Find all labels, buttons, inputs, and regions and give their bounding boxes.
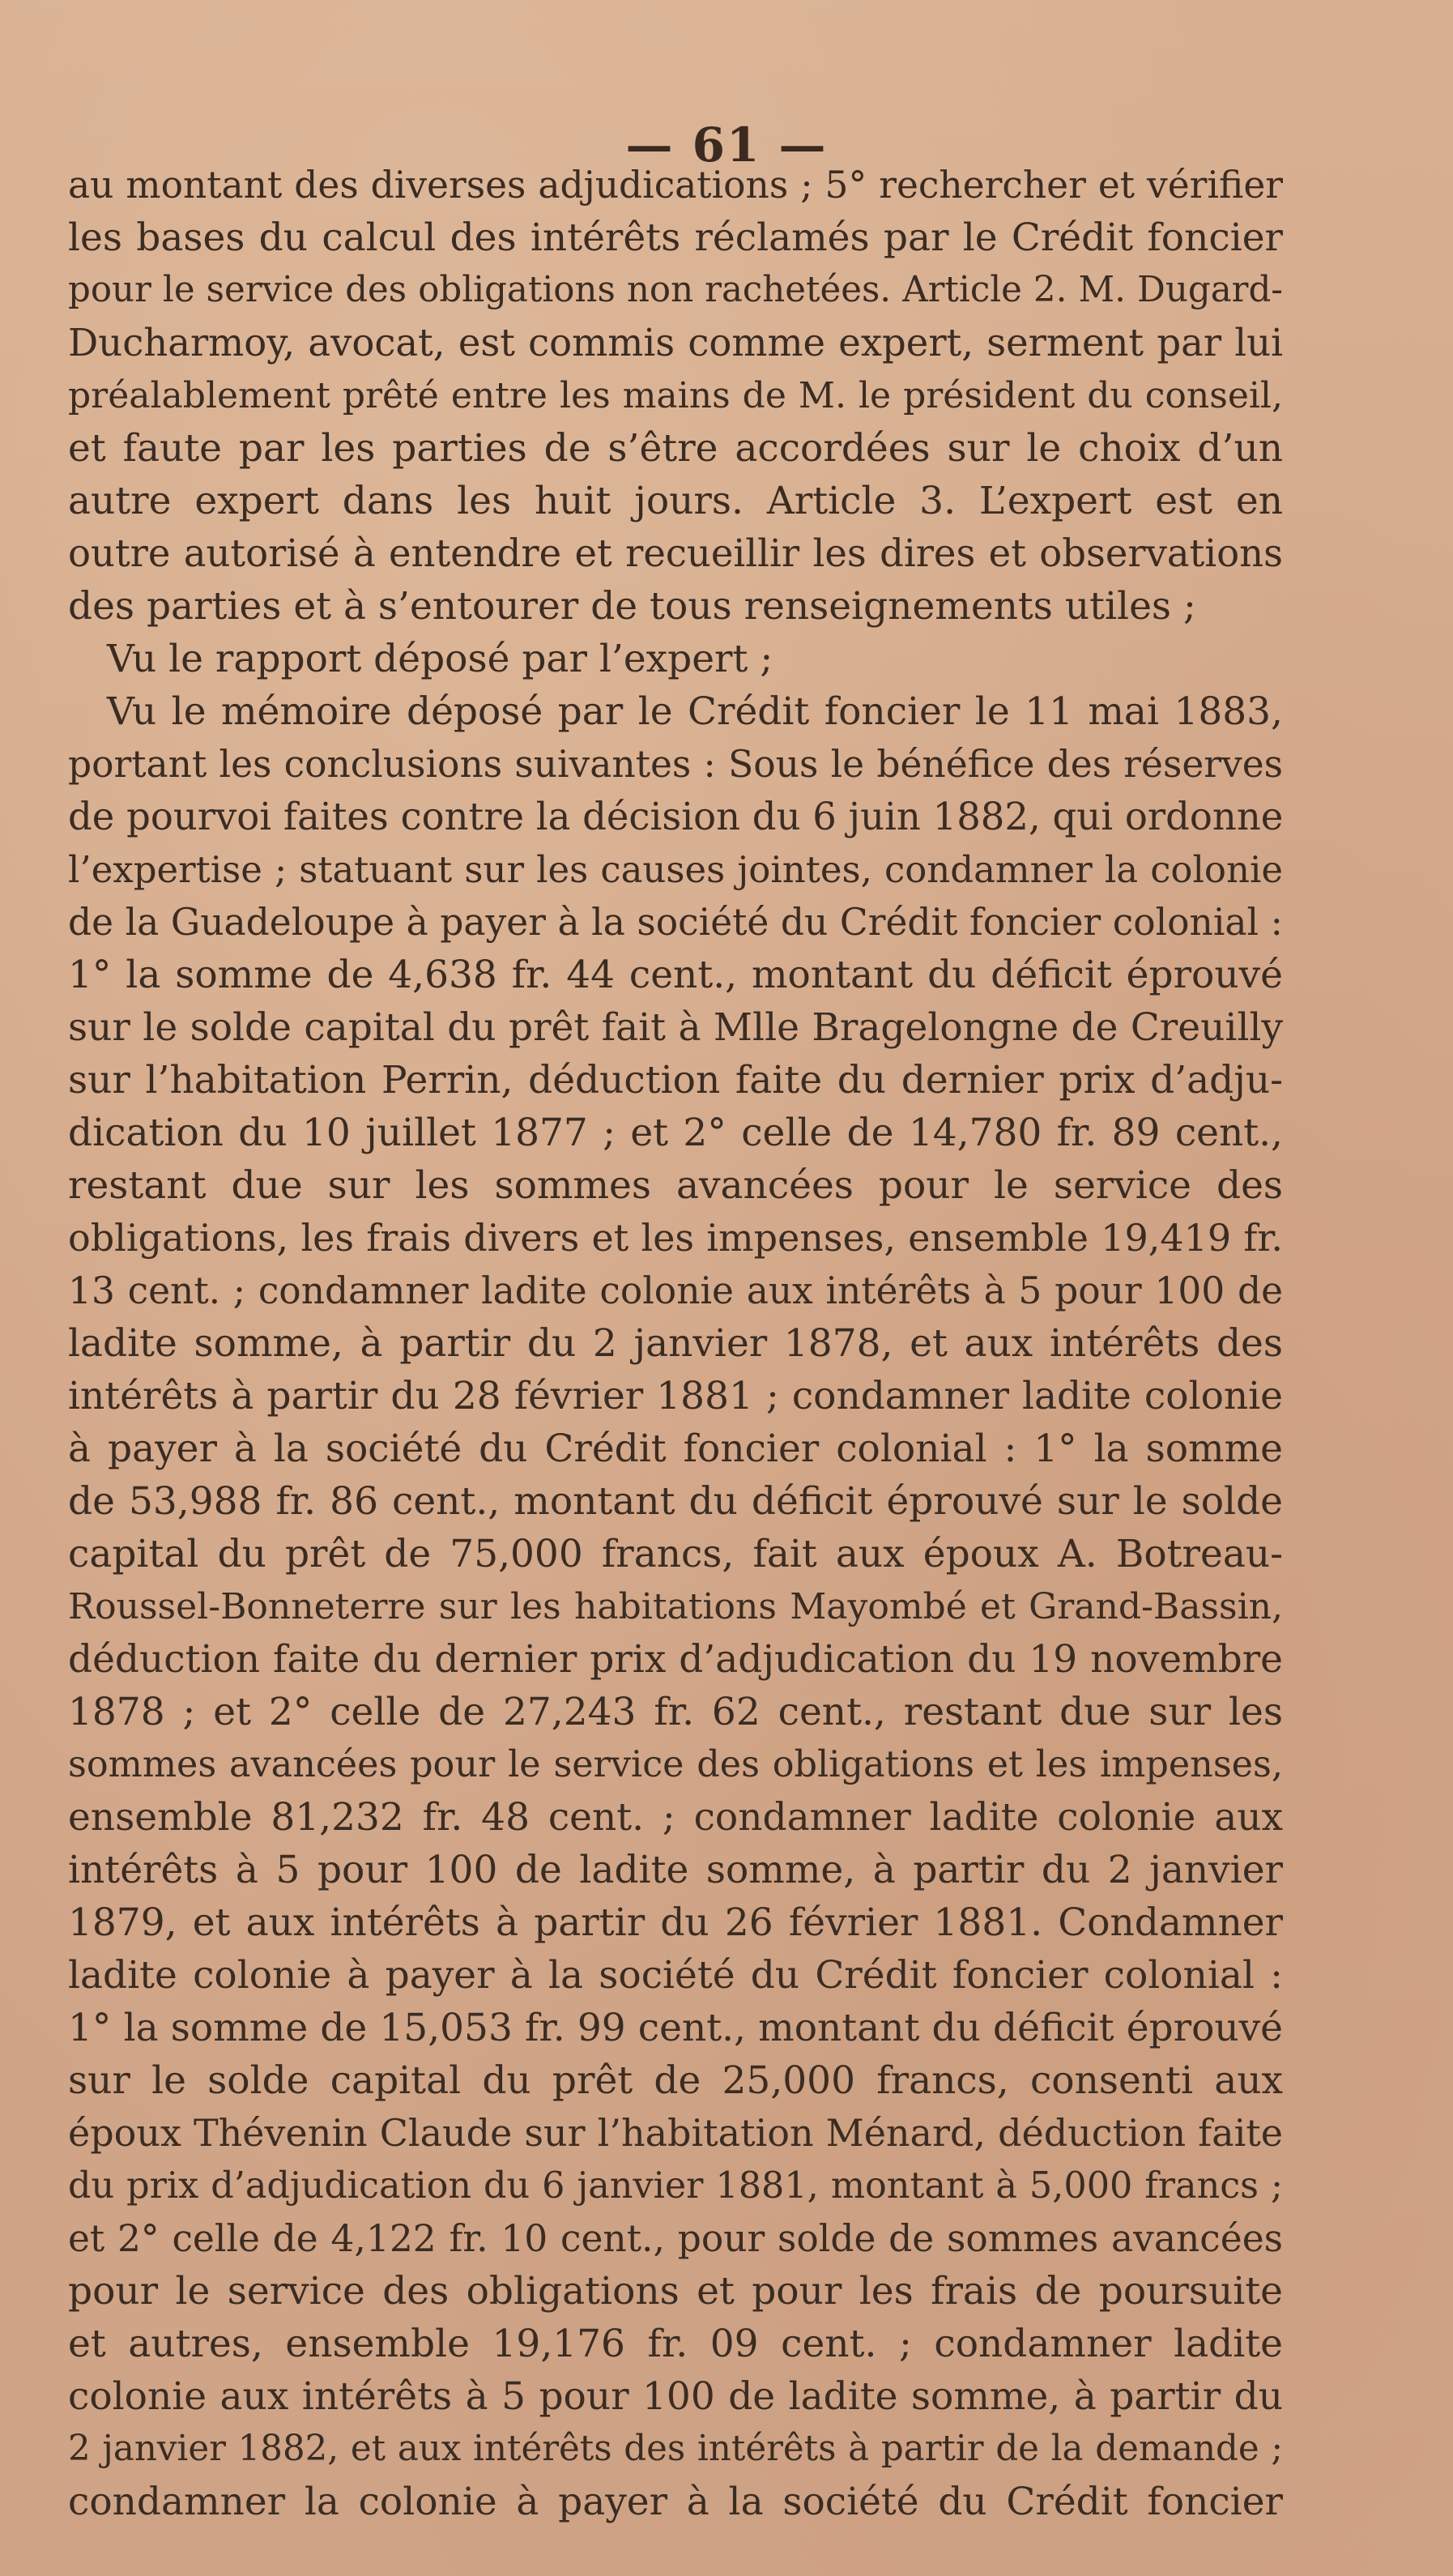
text-line: les bases du calcul des intérêts réclamés par le Crédit foncier (68, 215, 1283, 260)
text-line: de pourvoi faites contre la décision du 6 juin 1882, qui ordonne (68, 795, 1284, 838)
text-line: ensemble 81,232 fr. 48 cent. ; condamner ladite colonie aux (68, 1795, 1283, 1840)
text-line: à payer à la société du Crédit foncier colonial : 1° la somme (68, 1427, 1283, 1471)
text-line: de 53,988 fr. 86 cent., montant du déficit éprouvé sur le solde (68, 1479, 1283, 1524)
page-number: — 61 — (625, 117, 828, 173)
text-line: 1° la somme de 15,053 fr. 99 cent., montant du déficit éprouvé (68, 2006, 1283, 2050)
text-line: des parties et à s’entourer de tous renseignements utiles ; (68, 584, 1196, 629)
text-line: de la Guadeloupe à payer à la société du Crédit foncier colonial : (68, 901, 1283, 944)
text-line: Ducharmoy, avocat, est commis comme expert, serment par lui (68, 321, 1283, 365)
text-line: condamner la colonie à payer à la société du Crédit foncier (68, 2480, 1283, 2524)
text-line: autre expert dans les huit jours. Article 3. L’expert est en (68, 479, 1283, 523)
text-line: pour le service des obligations non rachetées. Article 2. M. Dugard- (68, 270, 1283, 310)
text-line: 1878 ; et 2° celle de 27,243 fr. 62 cent., restant due sur les (68, 1690, 1283, 1734)
text-line: outre autorisé à entendre et recueillir les dires et observations (68, 531, 1283, 575)
text-line: sommes avancées pour le service des obligations et les impenses, (68, 1744, 1283, 1785)
text-line: intérêts à partir du 28 février 1881 ; condamner ladite colonie (68, 1374, 1283, 1418)
text-line: Roussel-Bonneterre sur les habitations Mayombé et Grand-Bassin, (68, 1586, 1283, 1627)
text-line: 1° la somme de 4,638 fr. 44 cent., montant du déficit éprouvé (68, 953, 1283, 997)
text-line: portant les conclusions suivantes : Sous le bénéfice des réserves (68, 743, 1283, 786)
text-line: restant due sur les sommes avancées pour le service des (68, 1163, 1283, 1208)
text-line: ladite somme, à partir du 2 janvier 1878, et aux intérêts des (68, 1321, 1283, 1366)
text-line: colonie aux intérêts à 5 pour 100 de ladite somme, à partir du (68, 2374, 1283, 2419)
text-line: déduction faite du dernier prix d’adjudication du 19 novembre (68, 1637, 1283, 1682)
text-line: sur le solde capital du prêt de 25,000 francs, consenti aux (68, 2058, 1283, 2103)
text-line: intérêts à 5 pour 100 de ladite somme, à partir du 2 janvier (68, 1848, 1283, 1892)
text-line: capital du prêt de 75,000 francs, fait aux époux A. Botreau- (68, 1532, 1283, 1576)
text-line: du prix d’adjudication du 6 janvier 1881, montant à 5,000 francs ; (68, 2165, 1283, 2207)
text-line: 2 janvier 1882, et aux intérêts des intérêts à partir de la demande ; (68, 2429, 1283, 2469)
text-line: et faute par les parties de s’être accordées sur le choix d’un (68, 426, 1283, 471)
text-line: sur le solde capital du prêt fait à Mlle Bragelongne de Creuilly (68, 1005, 1283, 1050)
text-line: dication du 10 juillet 1877 ; et 2° celle de 14,780 fr. 89 cent., (68, 1111, 1283, 1155)
text-line: et autres, ensemble 19,176 fr. 09 cent. ; condamner ladite (68, 2322, 1283, 2366)
text-line: obligations, les frais divers et les impenses, ensemble 19,419 fr. (68, 1216, 1283, 1260)
text-line: et 2° celle de 4,122 fr. 10 cent., pour solde de sommes avancées (68, 2217, 1283, 2260)
text-line: préalablement prêté entre les mains de M. le président du conseil, (68, 375, 1283, 416)
text-line: sur l’habitation Perrin, déduction faite du dernier prix d’adju- (68, 1058, 1283, 1102)
text-line: 13 cent. ; condamner ladite colonie aux intérêts à 5 pour 100 de (68, 1269, 1283, 1312)
text-line: Vu le mémoire déposé par le Crédit foncier le 11 mai 1883, (107, 689, 1283, 734)
text-line: époux Thévenin Claude sur l’habitation Ménard, déduction faite (68, 2111, 1283, 2155)
text-line: au montant des diverses adjudications ; 5° rechercher et vérifier (68, 164, 1283, 207)
text-line: ladite colonie à payer à la société du Crédit foncier colonial : (68, 1953, 1283, 1998)
text-line: l’expertise ; statuant sur les causes jointes, condamner la colonie (68, 848, 1283, 891)
text-line: pour le service des obligations et pour les frais de poursuite (68, 2269, 1283, 2314)
text-line: Vu le rapport déposé par l’expert ; (107, 637, 773, 681)
body-text (68, 159, 1283, 2528)
text-line: 1879, et aux intérêts à partir du 26 février 1881. Condamner (68, 1900, 1283, 1945)
